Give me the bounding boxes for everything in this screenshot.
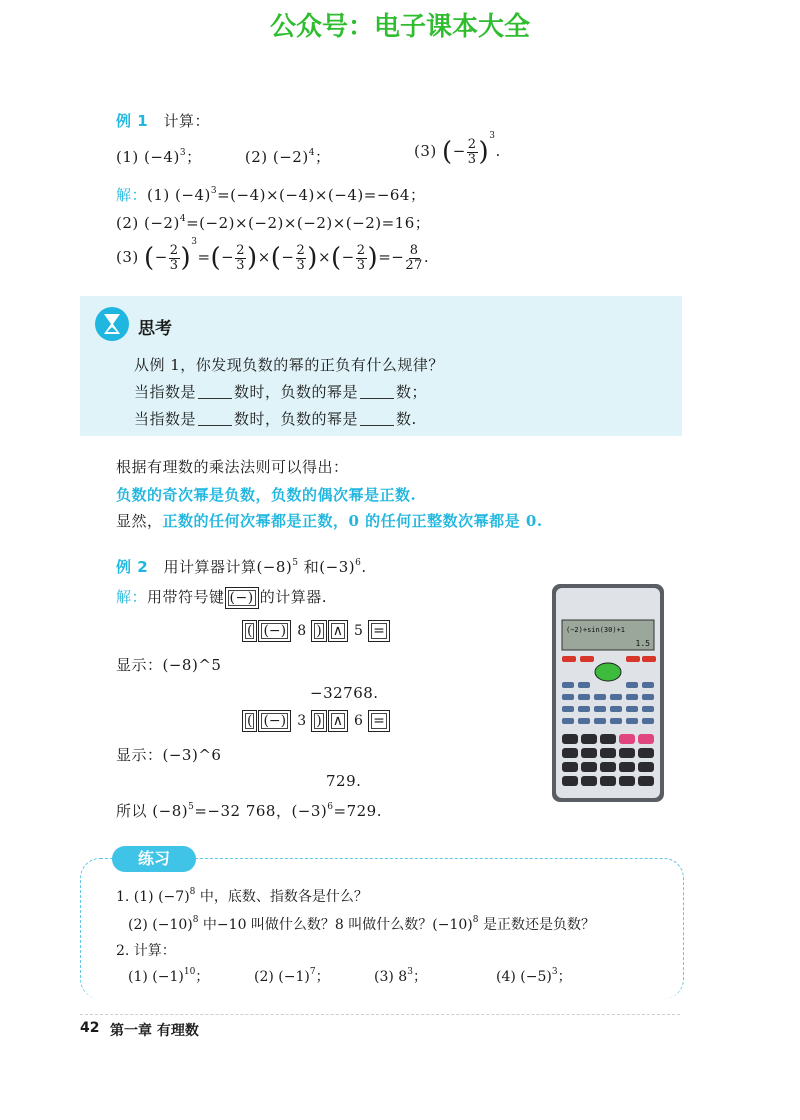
key: = xyxy=(368,620,390,642)
key: ) xyxy=(311,620,326,642)
think-title: 思考 xyxy=(138,319,172,339)
blank-field[interactable] xyxy=(198,411,232,426)
example2-label: 例 2 xyxy=(116,558,149,576)
think-icon xyxy=(94,306,130,342)
think-line2: 当指数是 数时，负数的幂是 数； xyxy=(134,383,428,401)
solution1-line3: (3) (− $\frac{2}{3}$ )$^3$=(− $\frac{2}{3}$ )×(− $\frac{2}{3}$ )×(− $\frac{2}{3}$ )=− $\frac{8}{27}$ . xyxy=(116,237,430,273)
solution1-label: 解： xyxy=(116,186,148,204)
key: ∧ xyxy=(328,620,348,642)
example2-heading xyxy=(116,556,367,577)
key-sequence-1: ( (−) 8 ) ∧ 5 = xyxy=(242,620,391,642)
q3: (3) (− $\frac{2}{3}$ )$^3$. xyxy=(414,131,501,167)
result-1: −32768. xyxy=(310,684,379,702)
calc-screen-result: 1.5 xyxy=(635,639,650,648)
think-line3: 当指数是 数时，负数的幂是 数. xyxy=(134,410,417,428)
q2: (2) $(-2)^4$； xyxy=(244,148,331,166)
practice-item-3: (3) $8^3$； xyxy=(374,967,427,985)
key: ( xyxy=(242,710,257,732)
example2-conclusion: 所以 $(-8)^5=-32$ 768，$(-3)^6=729$. xyxy=(116,802,382,820)
example1-heading xyxy=(116,110,210,131)
calc-screen-text: (−2)+sin(30)+1 xyxy=(566,626,626,634)
example2-title: 用计算器计算$(-8)^5$ 和$(-3)^6$. xyxy=(163,558,367,576)
key: ) xyxy=(311,710,326,732)
key: ( xyxy=(242,620,257,642)
practice-tab: 练习 xyxy=(112,846,196,872)
practice-q1: 1. (1) $(-7)^8$ 中，底数、指数各是什么？ xyxy=(116,887,368,905)
chapter-title: 第一章 有理数 xyxy=(110,1023,199,1039)
result-2: 729. xyxy=(326,772,362,790)
think-line1: 从例 1，你发现负数的幂的正负有什么规律？ xyxy=(134,356,444,374)
example1-label: 例 1 xyxy=(116,112,149,130)
display-label-1: 显示：(−8)^5 xyxy=(116,656,222,674)
solution1-line1: 解：(1) $(-4)^3=(-4)\times(-4)\times(-4)=-64$； xyxy=(116,186,426,204)
example1-title: 计算： xyxy=(163,112,210,130)
solution1-line2: (2) $(-2)^4=(-2)\times(-2)\times(-2)\times(-2)=16$； xyxy=(116,214,431,232)
practice-item-4: (4) $(-5)^3$； xyxy=(496,967,572,985)
practice-item-2: (2) $(-1)^7$； xyxy=(254,967,330,985)
rule-intro: 根据有理数的乘法法则可以得出： xyxy=(116,458,349,476)
key: (−) xyxy=(258,710,291,732)
display-label-2: 显示：(−3)^6 xyxy=(116,746,222,764)
calculator-illustration xyxy=(550,584,666,806)
key-sequence-2: ( (−) 3 ) ∧ 6 = xyxy=(242,710,391,732)
example2-solution: 解：用带符号键 (−) 的计算器. xyxy=(116,586,327,609)
blank-field[interactable] xyxy=(198,384,232,399)
blank-field[interactable] xyxy=(360,411,394,426)
rule-line2: 显然，正数的任何次幂都是正数，0 的任何正整数次幂都是 0. xyxy=(116,512,543,530)
practice-q2: 2. 计算： xyxy=(116,943,176,959)
q1: (1) $(-4)^3$； xyxy=(116,148,202,166)
rule-highlight1: 负数的奇次幂是负数，负数的偶次幂是正数. xyxy=(116,486,417,504)
key: (−) xyxy=(258,620,291,642)
neg-key: (−) xyxy=(225,587,259,609)
key: = xyxy=(368,710,390,732)
key: ∧ xyxy=(328,710,348,732)
blank-field[interactable] xyxy=(360,384,394,399)
practice-q1-2: (2) $(-10)^8$ 中−10 叫做什么数？8 叫做什么数？$(-10)^8$ 是正数还是负数？ xyxy=(128,915,595,933)
practice-item-1: (1) $(-1)^{10}$； xyxy=(128,967,210,985)
page-number: 42 xyxy=(80,1020,100,1036)
footer-divider xyxy=(80,1014,680,1015)
example1-questions xyxy=(116,146,330,167)
header-watermark: 公众号：电子课本大全 xyxy=(269,12,530,42)
